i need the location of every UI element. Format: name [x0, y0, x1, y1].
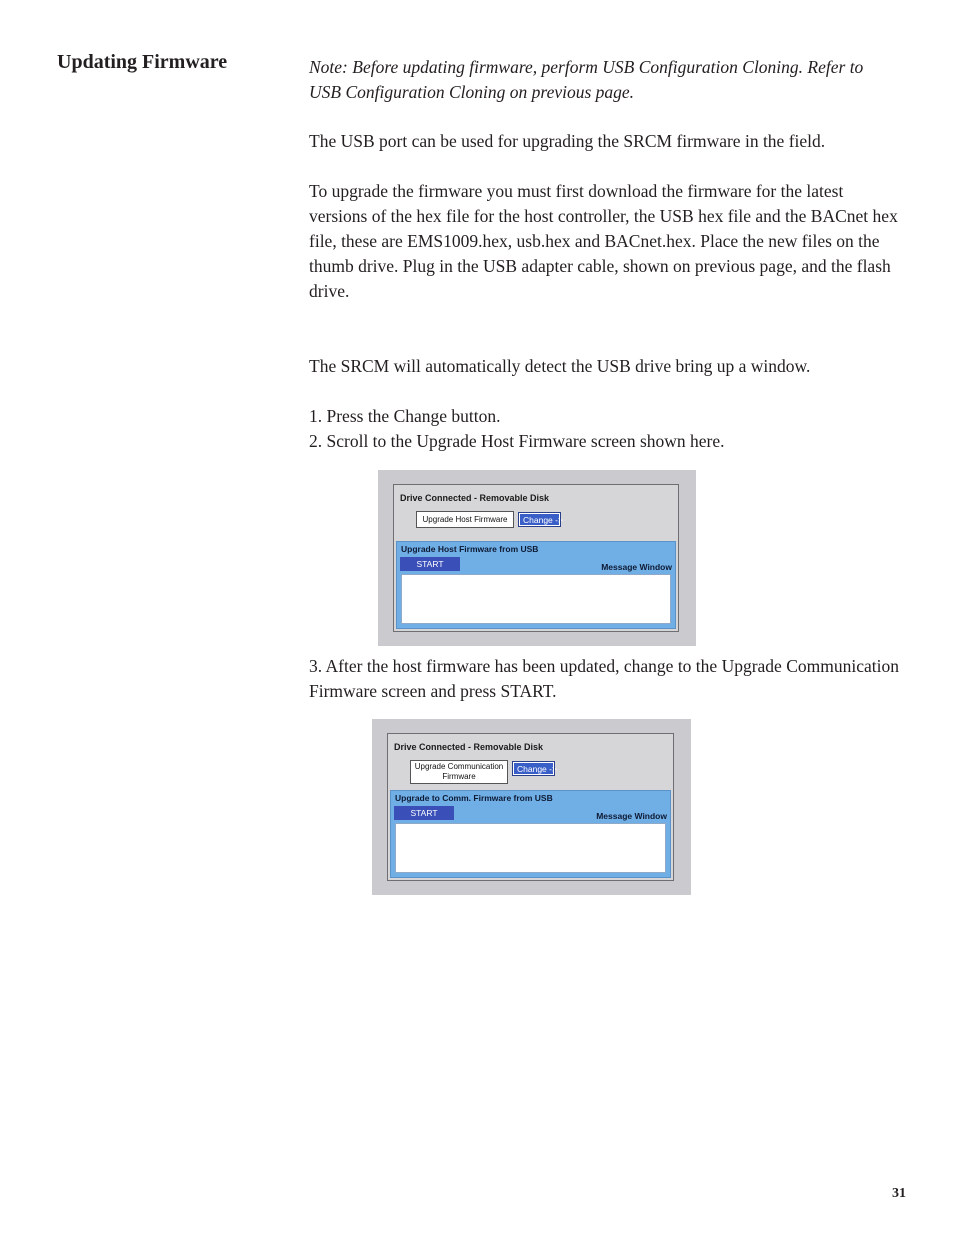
message-window — [395, 823, 666, 873]
intro-text: The USB port can be used for upgrading the SRCM firmware in the field. — [309, 131, 826, 151]
mode-display: Upgrade Host Firmware — [416, 511, 514, 528]
upgrade-section — [396, 541, 676, 629]
section-heading: Updating Firmware — [57, 51, 228, 73]
usb-panel — [393, 484, 679, 632]
detect-text: The SRCM will automatically detect the USB drive bring up a window. — [309, 356, 811, 376]
comm-firmware-screen — [372, 719, 691, 895]
upgrade-section — [390, 790, 671, 878]
step-2: 2. Scroll to the Upgrade Host Firmware screen shown here. — [309, 431, 725, 451]
step-3: 3. After the host firmware has been updated, change to the Upgrade Communication Firmware screen and press START. — [309, 656, 899, 701]
drive-status: Drive Connected - Removable Disk — [400, 493, 550, 503]
change-button[interactable]: Change -> — [513, 762, 554, 775]
message-window — [401, 574, 671, 624]
intro-paragraph — [309, 129, 899, 154]
usb-panel — [387, 733, 674, 881]
message-window-label: Message Window — [601, 562, 672, 572]
upgrade-section-label: Upgrade Host Firmware from USB — [401, 544, 539, 554]
note-paragraph — [309, 55, 899, 105]
change-button[interactable]: Change -> — [519, 513, 560, 526]
step-3-paragraph — [309, 654, 899, 704]
host-firmware-screen — [378, 470, 696, 646]
note-text: Note: Before updating firmware, perform USB Configuration Cloning. Refer to USB Configuration Cloning on previous page. — [309, 57, 864, 102]
page-number: 31 — [892, 1186, 906, 1201]
start-button[interactable]: START — [394, 806, 454, 820]
step-1: 1. Press the Change button. — [309, 406, 501, 426]
download-paragraph — [309, 179, 899, 304]
message-window-label: Message Window — [596, 811, 667, 821]
drive-status: Drive Connected - Removable Disk — [394, 742, 544, 752]
steps-list — [309, 404, 899, 454]
upgrade-section-label: Upgrade to Comm. Firmware from USB — [395, 793, 553, 803]
mode-display: Upgrade Communication Firmware — [410, 760, 508, 784]
start-button[interactable]: START — [400, 557, 460, 571]
detect-paragraph — [309, 354, 899, 379]
download-text: To upgrade the firmware you must first download the firmware for the latest versions of the hex file for the host controller, the USB hex file and the BACnet hex file, these are EMS1009.hex, usb.hex and BACnet.hex. Place the new files on the thumb drive. Plug in the USB adapter cable, shown on previous page, and the flash drive. — [309, 181, 898, 301]
